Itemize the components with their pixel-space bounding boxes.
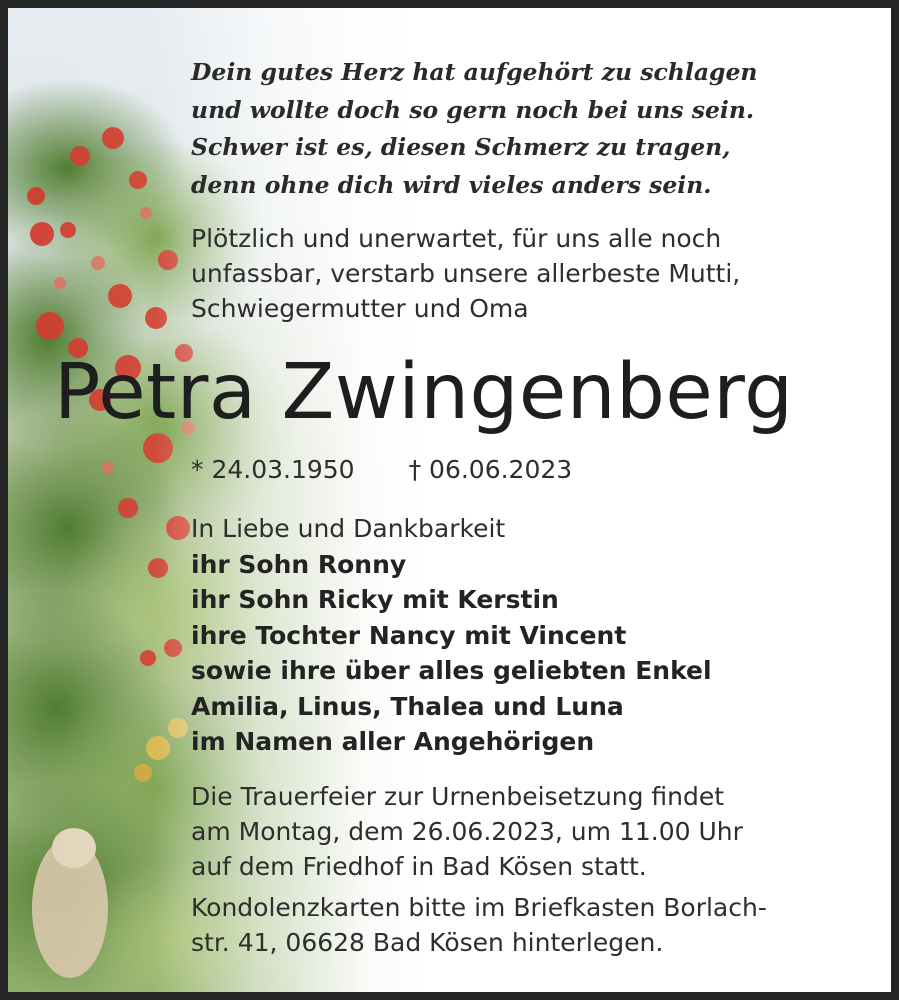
mourner-line: ihre Tochter Nancy mit Vincent bbox=[191, 620, 627, 650]
mourner-line: ihr Sohn Ronny bbox=[191, 549, 407, 579]
death-date: † 06.06.2023 bbox=[408, 455, 573, 484]
funeral-service-info bbox=[191, 779, 743, 884]
poem-line: denn ohne dich wird vieles anders sein. bbox=[191, 170, 712, 199]
mourner-line: im Namen aller Angehörigen bbox=[191, 727, 595, 756]
condolence-line: Kondolenzkarten bitte im Briefkasten Borlach- bbox=[191, 893, 767, 922]
memorial-poem bbox=[191, 54, 758, 204]
life-dates bbox=[191, 453, 572, 487]
announcement-line: unfassbar, verstarb unsere allerbeste Mutti, bbox=[191, 259, 741, 288]
poem-line: Dein gutes Herz hat aufgehört zu schlagen bbox=[191, 58, 758, 86]
mourner-line: sowie ihre über alles geliebten Enkel bbox=[191, 656, 712, 685]
deceased-name: Petra Zwingenberg bbox=[54, 348, 794, 437]
mourner-line: Amilia, Linus, Thalea und Luna bbox=[191, 691, 624, 721]
condolence-line: str. 41, 06628 Bad Kösen hinterlegen. bbox=[191, 928, 664, 957]
service-line: am Montag, dem 26.06.2023, um 11.00 Uhr bbox=[191, 817, 743, 846]
service-line: Die Trauerfeier zur Urnenbeisetzung findet bbox=[191, 782, 725, 811]
mourners-list bbox=[191, 511, 712, 760]
mourner-line: ihr Sohn Ricky mit Kerstin bbox=[191, 585, 559, 614]
announcement-line: Plötzlich und unerwartet, für uns alle noch bbox=[191, 224, 722, 253]
death-announcement bbox=[191, 221, 740, 326]
poem-line: Schwer ist es, diesen Schmerz zu tragen, bbox=[191, 133, 731, 161]
mourners-lead: In Liebe und Dankbarkeit bbox=[191, 514, 506, 543]
birth-date: * 24.03.1950 bbox=[191, 455, 355, 484]
announcement-line: Schwiegermutter und Oma bbox=[191, 294, 529, 323]
condolence-info bbox=[191, 890, 767, 960]
poem-line: und wollte doch so gern noch bei uns sein. bbox=[191, 95, 755, 124]
service-line: auf dem Friedhof in Bad Kösen statt. bbox=[191, 852, 647, 881]
